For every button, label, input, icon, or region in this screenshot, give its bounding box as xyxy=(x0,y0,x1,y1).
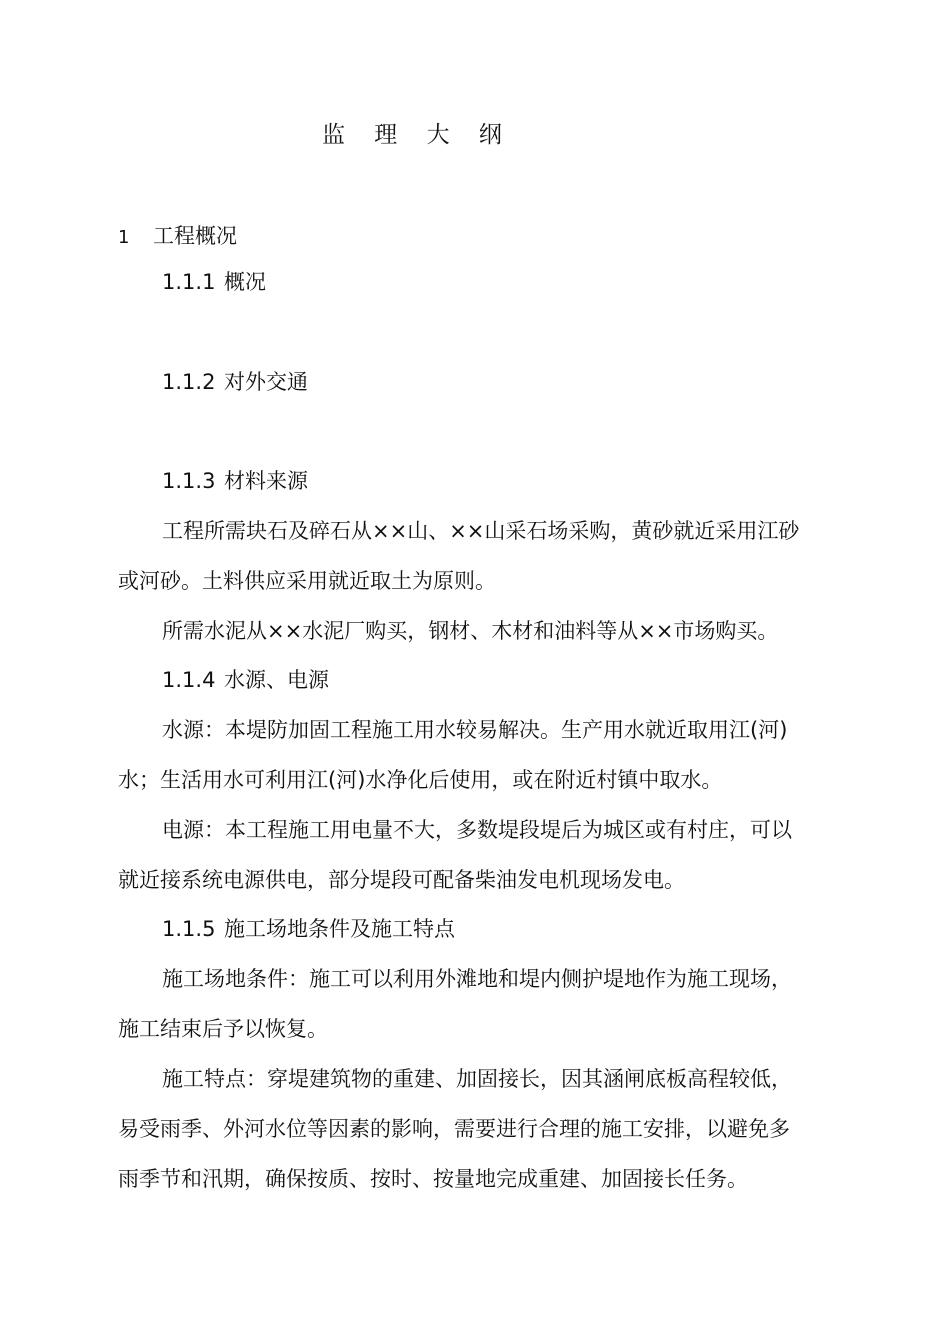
subsection-title: 对外交通 xyxy=(224,370,308,394)
subsection-title: 材料来源 xyxy=(224,469,308,493)
section-title: 工程概况 xyxy=(153,224,237,248)
paragraph-line: 所需水泥从××水泥厂购买，钢材、木材和油料等从××市场购买。 xyxy=(162,619,779,643)
paragraph-line: 工程所需块石及碎石从××山、××山采石场采购，黄砂就近采用江砂 xyxy=(162,519,800,543)
document-title: 监 理 大 纲 xyxy=(322,122,513,148)
subsection-heading-5 xyxy=(162,914,455,944)
paragraph-line: 施工场地条件：施工可以利用外滩地和堤内侧护堤地作为施工现场， xyxy=(162,967,792,991)
paragraph-line: 就近接系统电源供电，部分堤段可配备柴油发电机现场发电。 xyxy=(118,868,685,892)
subsection-heading-3 xyxy=(162,466,308,496)
subsection-title: 概况 xyxy=(224,270,266,294)
subsection-number: 1.1.3 xyxy=(162,469,216,493)
paragraph-line: 水；生活用水可利用江(河)水净化后使用，或在附近村镇中取水。 xyxy=(118,768,723,792)
subsection-number: 1.1.1 xyxy=(162,270,216,294)
section-number: 1 xyxy=(118,227,130,248)
paragraph-line: 或河砂。土料供应采用就近取土为原则。 xyxy=(118,569,496,593)
subsection-heading-4 xyxy=(162,665,329,695)
paragraph-line: 施工特点：穿堤建筑物的重建、加固接长，因其涵闸底板高程较低， xyxy=(162,1067,792,1091)
subsection-title: 施工场地条件及施工特点 xyxy=(224,917,455,941)
paragraph-line: 易受雨季、外河水位等因素的影响，需要进行合理的施工安排，以避免多 xyxy=(118,1117,790,1141)
subsection-heading-1 xyxy=(162,267,266,297)
subsection-heading-2 xyxy=(162,367,308,397)
subsection-number: 1.1.2 xyxy=(162,370,216,394)
subsection-title: 水源、电源 xyxy=(224,668,329,692)
paragraph-line: 雨季节和汛期，确保按质、按时、按量地完成重建、加固接长任务。 xyxy=(118,1167,748,1191)
subsection-number: 1.1.4 xyxy=(162,668,216,692)
paragraph-line: 施工结束后予以恢复。 xyxy=(118,1017,328,1041)
subsection-number: 1.1.5 xyxy=(162,917,216,941)
paragraph-line: 水源：本堤防加固工程施工用水较易解决。生产用水就近取用江(河) xyxy=(162,718,788,742)
section-heading xyxy=(118,221,237,253)
paragraph-line: 电源：本工程施工用电量不大，多数堤段堤后为城区或有村庄，可以 xyxy=(162,818,792,842)
